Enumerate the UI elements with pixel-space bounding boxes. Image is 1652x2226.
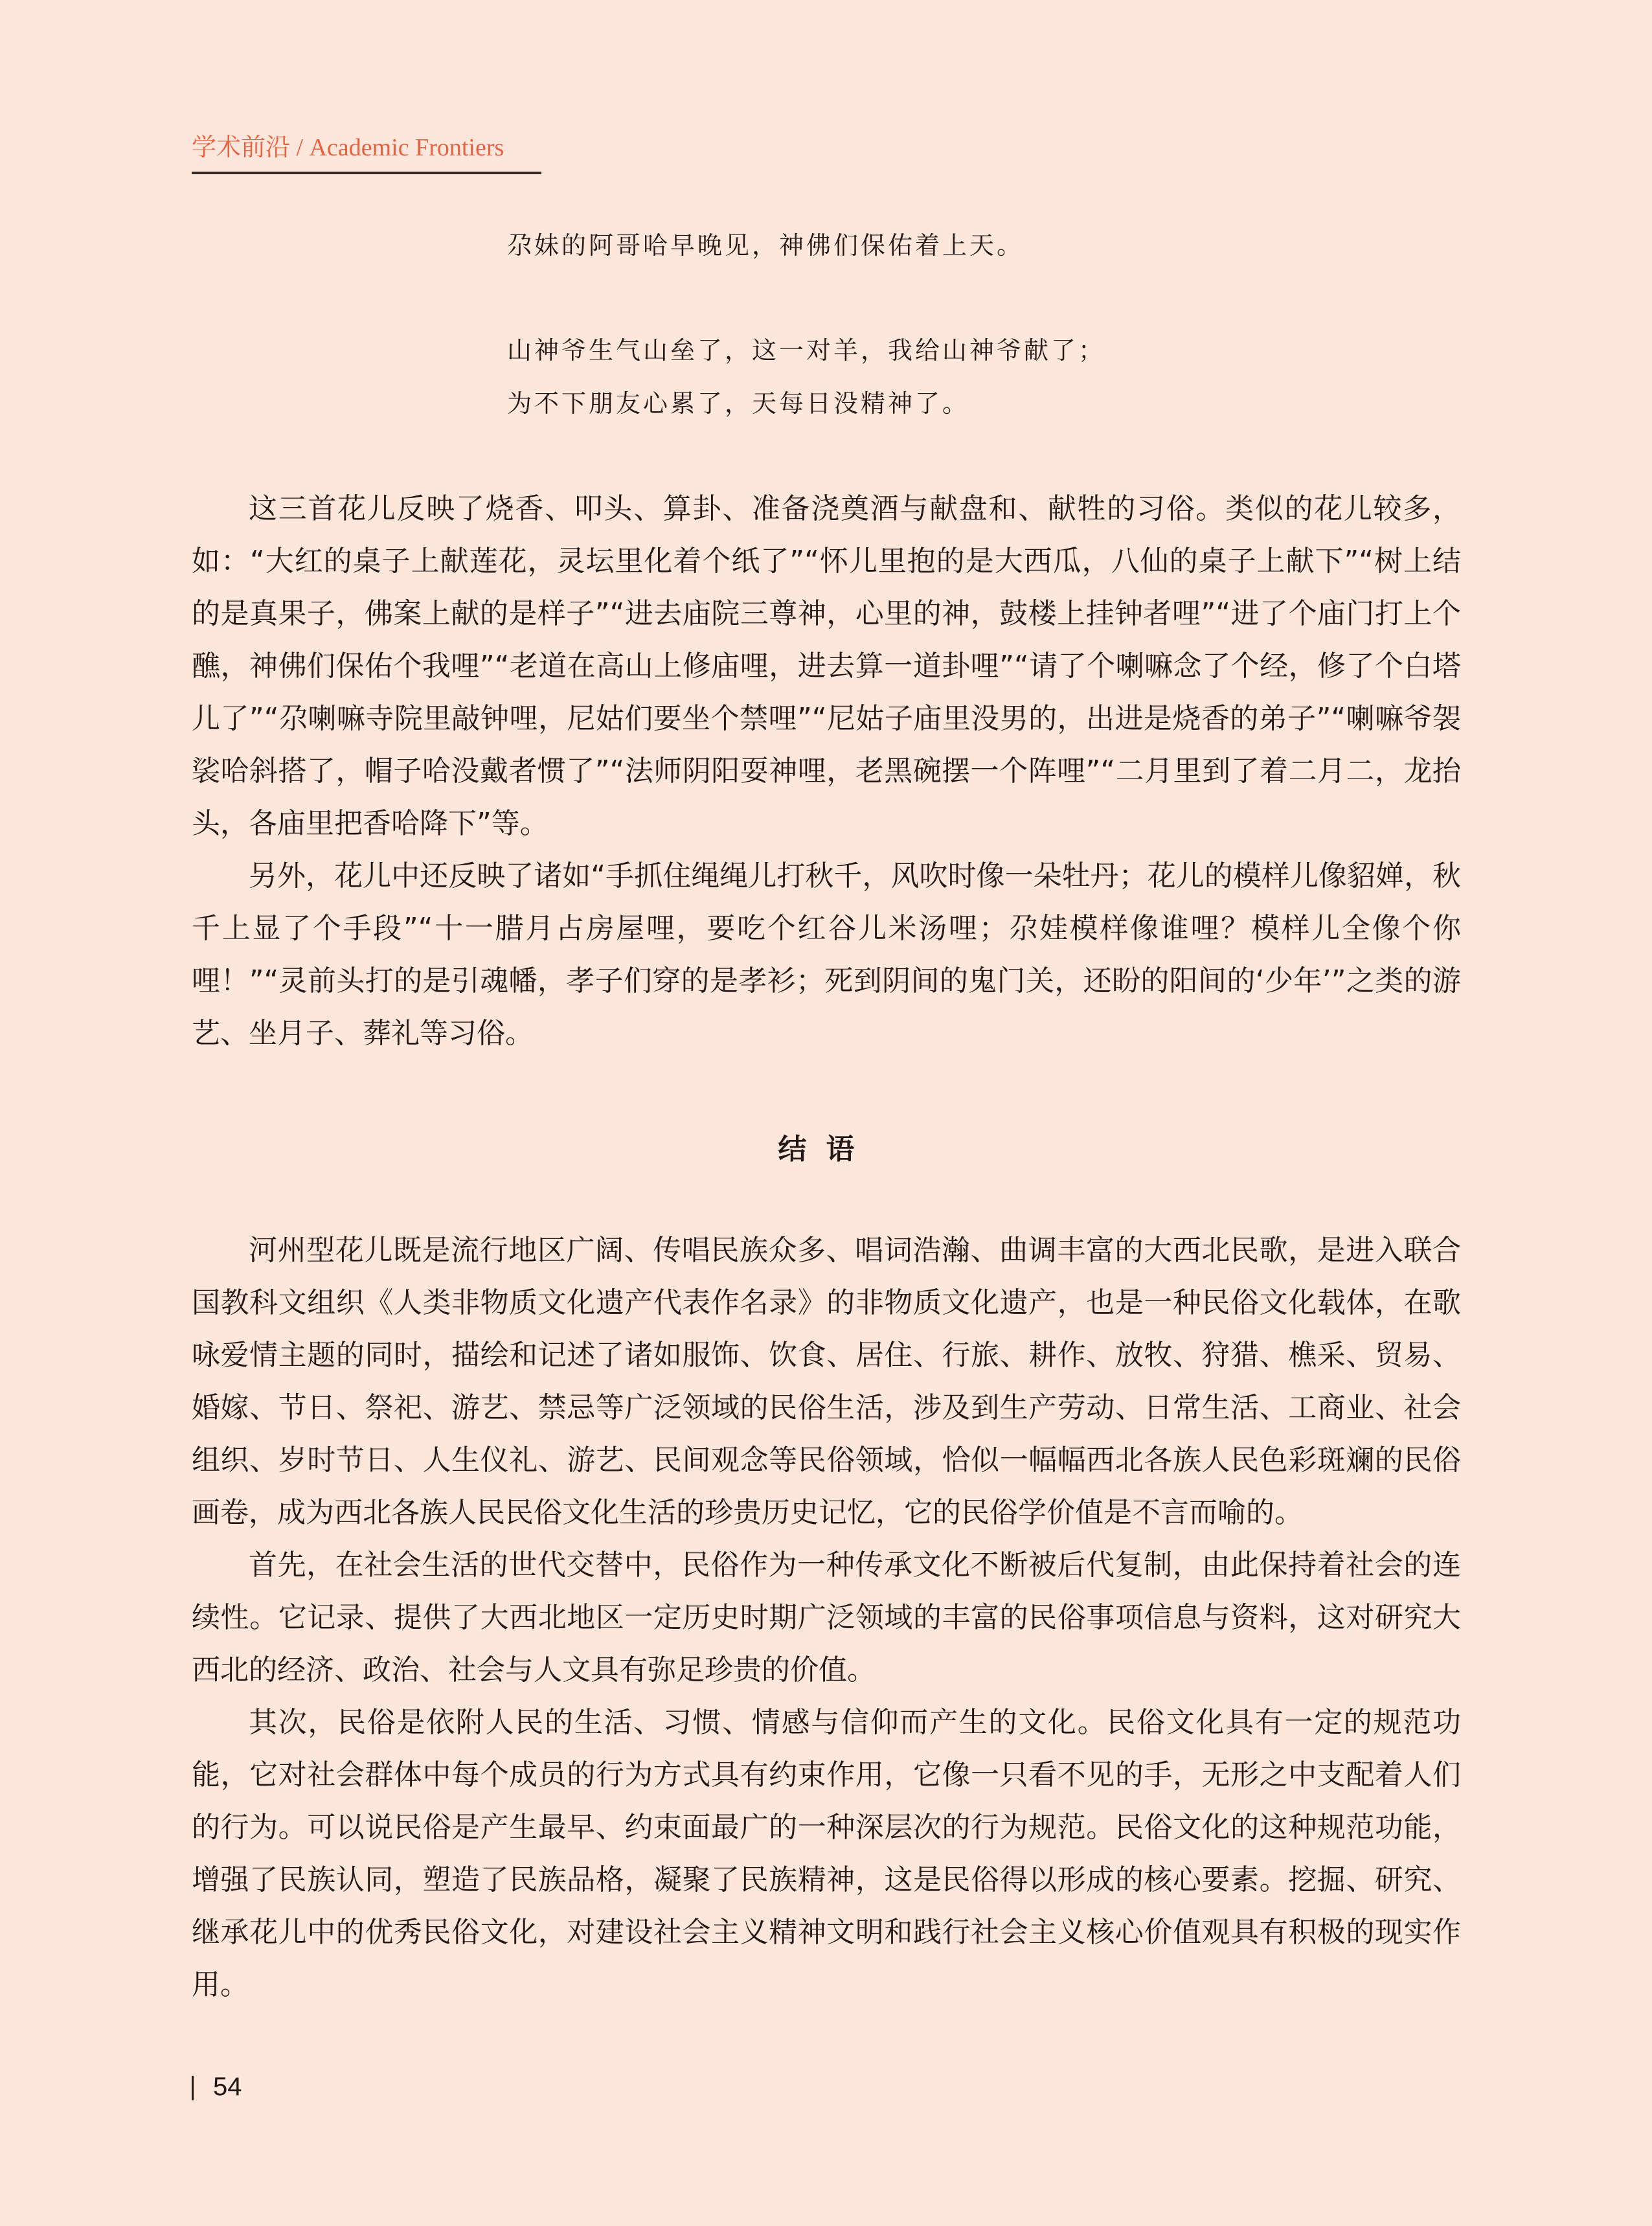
paragraph: 其次，民俗是依附人民的生活、习惯、情感与信仰而产生的文化。民俗文化具有一定的规范功能，它对社会群体中每个成员的行为方式具有约束作用，它像一只看不见的手，无形之中支配着人们的行为。可以说民俗是产生最早、约束面最广的一种深层次的行为规范。民俗文化的这种规范功能，增强了民族认同，塑造了民族品格，凝聚了民族精神，这是民俗得以形成的核心要素。挖掘、研究、继承花儿中的优秀民俗文化，对建设社会主义精神文明和践行社会主义核心价值观具有积极的现实作用。 [192, 1706, 1461, 2001]
page-number: 54 [213, 2073, 242, 2101]
poem-line: 为不下朋友心累了，天每日没精神了。 [507, 389, 970, 418]
page-footer [192, 2073, 242, 2102]
section-header: 学术前沿 / Academic Frontiers [192, 127, 541, 174]
poem-stanza-2 [507, 324, 1105, 430]
section-heading: 结语 [778, 1133, 874, 1166]
poem-line: 尕妹的阿哥哈早晚见，神佛们保佑着上天。 [507, 231, 1024, 260]
paragraph: 河州型花儿既是流行地区广阔、传唱民族众多、唱词浩瀚、曲调丰富的大西北民歌，是进入联合国教科文组织《人类非物质文化遗产代表作名录》的非物质文化遗产，也是一种民俗文化载体，在歌咏爱情主题的同时，描绘和记述了诸如服饰、饮食、居住、行旅、耕作、放牧、狩猎、樵采、贸易、婚嫁、节日、祭祀、游艺、禁忌等广泛领域的民俗生活，涉及到生产劳动、日常生活、工商业、社会组织、岁时节日、人生仪礼、游艺、民间观念等民俗领域，恰似一幅幅西北各族人民色彩斑斓的民俗画卷，成为西北各族人民民俗文化生活的珍贵历史记忆，它的民俗学价值是不言而喻的。 [192, 1234, 1461, 1529]
poem-stanza-1 [507, 219, 1024, 272]
paragraph: 另外，花儿中还反映了诸如“手抓住绳绳儿打秋千，风吹时像一朵牡丹；花儿的模样儿像貂婵，秋千上显了个手段”“十一腊月占房屋哩，要吃个红谷儿米汤哩；尕娃模样像谁哩？模样儿全像个你哩！”“灵前头打的是引魂幡，孝子们穿的是孝衫；死到阴间的鬼门关，还盼的阳间的‘少年’”之类的游艺、坐月子、葬礼等习俗。 [192, 859, 1461, 1050]
poem-line: 山神爷生气山垒了，这一对羊，我给山神爷献了； [507, 336, 1106, 365]
paragraph: 首先，在社会生活的世代交替中，民俗作为一种传承文化不断被后代复制，由此保持着社会的连续性。它记录、提供了大西北地区一定历史时期广泛领域的丰富的民俗事项信息与资料，这对研究大西北的经济、政治、社会与人文具有弥足珍贵的价值。 [192, 1549, 1461, 1687]
body-section-2 [192, 1224, 1461, 2011]
paragraph: 这三首花儿反映了烧香、叩头、算卦、准备浇奠酒与献盘和、献牲的习俗。类似的花儿较多，如：“大红的桌子上献莲花，灵坛里化着个纸了”“怀儿里抱的是大西瓜，八仙的桌子上献下”“树上结的是真果子，佛案上献的是样子”“进去庙院三尊神，心里的神，鼓楼上挂钟者哩”“进了个庙门打上个醮，神佛们保佑个我哩”“老道在高山上修庙哩，进去算一道卦哩”“请了个喇嘛念了个经，修了个白塔儿了”“尕喇嘛寺院里敲钟哩，尼姑们要坐个禁哩”“尼姑子庙里没男的，出进是烧香的弟子”“喇嘛爷袈裟哈斜搭了，帽子哈没戴者惯了”“法师阴阳耍神哩，老黑碗摆一个阵哩”“二月里到了着二月二，龙抬头，各庙里把香哈降下”等。 [192, 492, 1461, 840]
body-section-1 [192, 483, 1461, 1060]
footer-divider [192, 2076, 194, 2100]
